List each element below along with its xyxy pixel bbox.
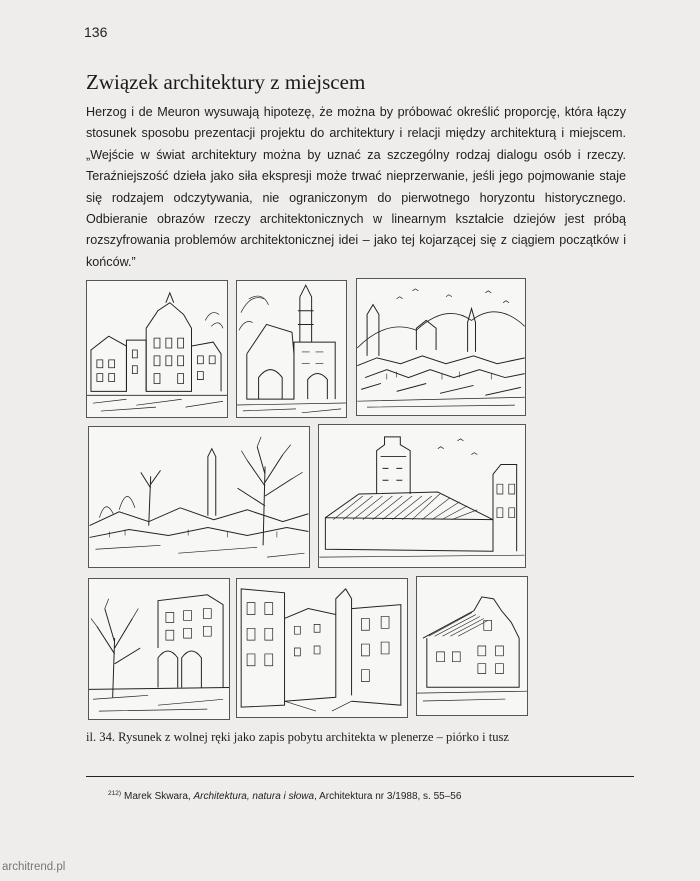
- footnote-rule: [86, 776, 634, 777]
- footnote: [108, 790, 461, 802]
- footnote-author: Marek Skwara,: [124, 791, 194, 802]
- watermark: architrend.pl: [2, 861, 66, 873]
- sketch-church-spire-gateway: [236, 280, 347, 418]
- sketch-bare-trees-rooftops: [88, 426, 310, 568]
- sketch-arcaded-house-tree: [88, 578, 230, 720]
- section-heading: Związek architektury z miejscem: [86, 70, 366, 94]
- footnote-marker: 212): [108, 790, 122, 797]
- body-paragraph: Herzog i de Meuron wysuwają hipotezę, że można by próbować określić proporcję, która łączy stosunek sposobu prezentacji projektu do architektury i relacji między architekturą i miejscem.„Wejście w świat architektury można by uznać za szczególny rodzaj dialogu osób i rzeczy. Teraźniejszość dzieła jako siła ekspresji może trwać nieprzerwanie, jeśli jego pojmowanie staje się rodzajem odczytywania, nie ograniczonym do pierwotnego horyzontu historycznego. Odbieranie obrazów rzeczy architektonicznych w linearnym kształcie dziejów jest próbą rozszyfrowania problemów architektonicznej idei – jako tej kojarzącej się z ciągiem początków i końców.”: [86, 105, 626, 269]
- sketch-stepped-gable-house: [416, 576, 528, 716]
- page-number: 136: [84, 24, 108, 40]
- sketch-hillside-town-panorama: [356, 278, 526, 416]
- footnote-title: Architektura, natura i słowa: [193, 791, 315, 802]
- sketch-narrow-street: [236, 578, 408, 718]
- figure-caption: il. 34. Rysunek z wolnej ręki jako zapis pobytu architekta w plenerze – piórko i tusz: [86, 730, 510, 744]
- footnote-source: , Architektura nr 3/1988, s. 55–56: [314, 791, 462, 802]
- sketch-tower-over-roofs: [318, 424, 526, 568]
- sketch-gabled-townhouses: [86, 280, 228, 418]
